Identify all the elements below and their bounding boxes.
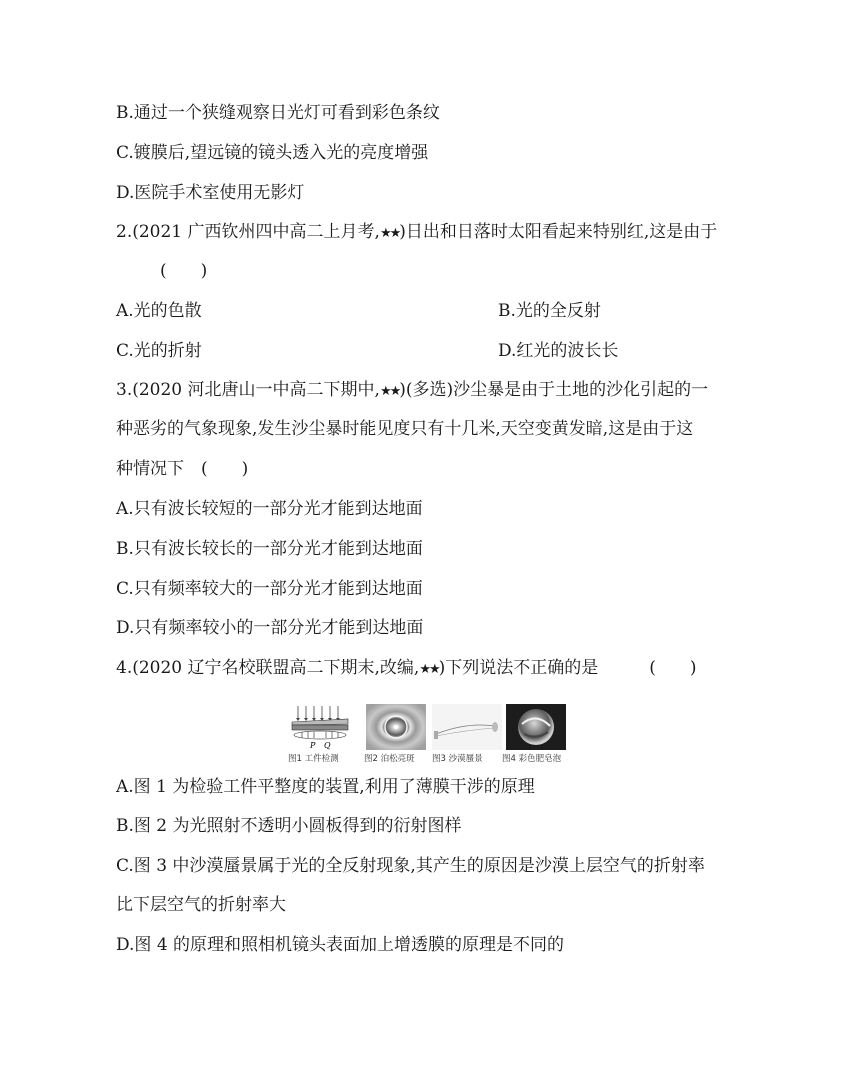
options-row-2 <box>116 340 736 362</box>
q4-option-c-continued: 比下层空气的折射率大 <box>116 895 286 915</box>
q4-option-b: B.图 2 为光照射不透明小圆板得到的衍射图样 <box>116 816 462 836</box>
q4-option-d: D.图 4 的原理和照相机镜头表面加上增透膜的原理是不同的 <box>116 935 565 955</box>
question-4-source: 4.(2020 辽宁名校联盟高二下期末,改编, <box>116 658 420 678</box>
option-b: B.光的全反射 <box>498 301 601 321</box>
q4-option-c: C.图 3 中沙漠蜃景属于光的全反射现象,其产生的原因是沙漠上层空气的折射率 <box>116 856 705 876</box>
q3-option-b: B.只有波长较长的一部分光才能到达地面 <box>116 539 423 559</box>
question-3-source: 3.(2020 河北唐山一中高二下期中, <box>116 380 380 400</box>
poisson-spot-image <box>366 704 426 750</box>
q3-option-a: A.只有波长较短的一部分光才能到达地面 <box>116 499 423 519</box>
question-3-continued: 种恶劣的气象现象,发生沙尘暴时能见度只有十几米,天空变黄发暗,这是由于这 <box>116 419 694 439</box>
option-a: A.光的色散 <box>116 301 202 321</box>
workpiece-inspection-image <box>288 704 352 752</box>
figure-4-caption: 图4 彩色肥皂泡 <box>502 754 562 764</box>
question-3-text: )(多选)沙尘暴是由于土地的沙化引起的一 <box>399 380 709 400</box>
q3-option-d: D.只有频率较小的一部分光才能到达地面 <box>116 618 424 638</box>
q4-option-a: A.图 1 为检验工件平整度的装置,利用了薄膜干涉的原理 <box>116 777 535 797</box>
difficulty-star-icon: ★★ <box>379 226 400 241</box>
figure-3-caption: 图3 沙漠蜃景 <box>432 754 483 764</box>
question-2-text: )日出和日落时太阳看起来特别红,这是由于 <box>399 222 718 242</box>
figure-4 <box>502 704 566 764</box>
options-row-1 <box>116 300 736 322</box>
point-p-label: P <box>310 741 316 750</box>
desert-mirage-image <box>432 704 502 750</box>
figure-1 <box>288 704 352 764</box>
q3-option-c: C.只有频率较大的一部分光才能到达地面 <box>116 579 423 599</box>
question-2-source: 2.(2021 广西钦州四中高二上月考, <box>116 222 380 242</box>
answer-bracket: ( ) <box>160 261 208 281</box>
figure-2-caption: 图2 泊松亮斑 <box>364 754 415 764</box>
soap-bubble-image <box>506 704 566 750</box>
figure-1-caption: 图1 工件检测 <box>288 754 339 764</box>
question-2-stem <box>116 221 717 245</box>
question-3-continued-2: 种情况下 ( ) <box>116 459 249 479</box>
figure-3 <box>432 704 502 764</box>
figure-2 <box>364 704 426 764</box>
question-4-stem <box>116 657 697 681</box>
difficulty-star-icon: ★★ <box>379 384 400 399</box>
figures-strip <box>286 704 576 766</box>
option-c: C.光的折射 <box>116 341 202 361</box>
option-c-line: C.镀膜后,望远镜的镜头透入光的亮度增强 <box>116 143 429 163</box>
difficulty-star-icon: ★★ <box>419 662 439 677</box>
question-3-stem <box>116 379 708 403</box>
option-d: D.红光的波长长 <box>498 341 619 361</box>
option-d-line: D.医院手术室使用无影灯 <box>116 183 305 203</box>
option-b-line: B.通过一个狭缝观察日光灯可看到彩色条纹 <box>116 103 440 123</box>
point-q-label: Q <box>324 741 331 750</box>
question-4-text: )下列说法不正确的是 ( ) <box>438 658 697 678</box>
